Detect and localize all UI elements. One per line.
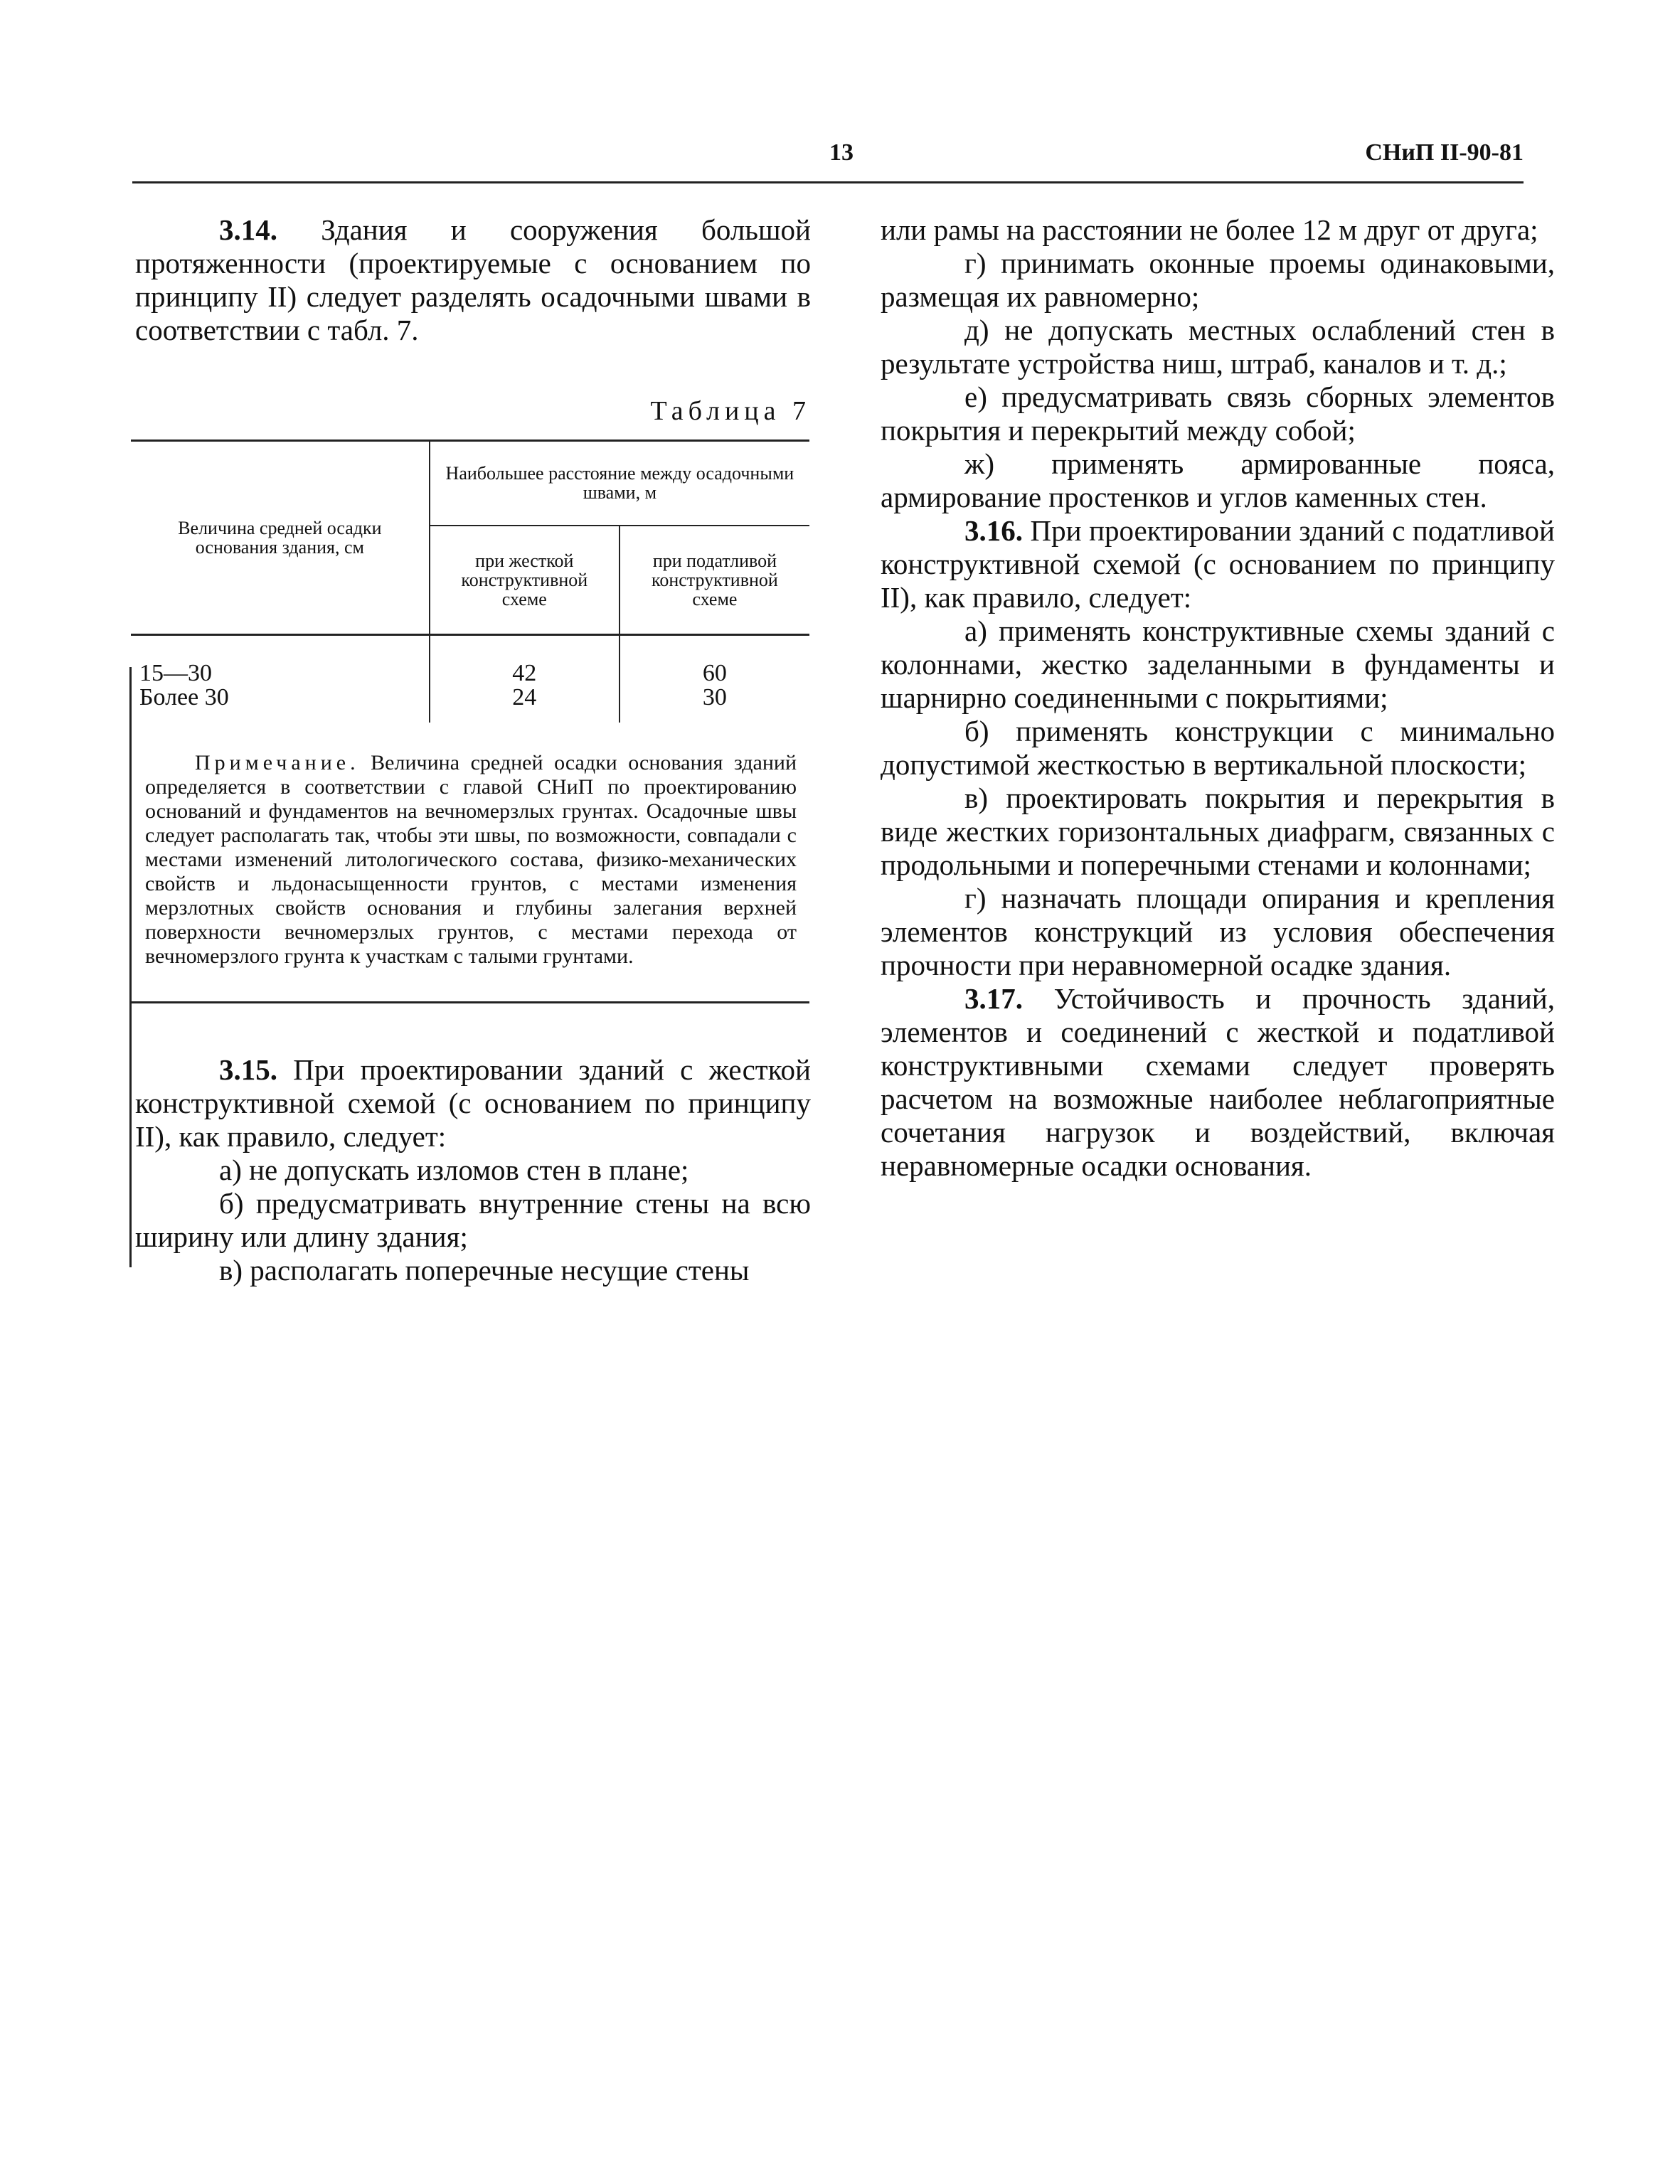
page-number: 13 bbox=[829, 139, 854, 166]
paragraph-3-16 bbox=[881, 514, 1555, 614]
header-rule bbox=[132, 181, 1524, 183]
list-item: д) не допускать местных ослаблений стен в результате устройства ниш, штраб, каналов и т. д.; bbox=[881, 314, 1555, 380]
right-column bbox=[881, 213, 1555, 1183]
list-item: в) располагать поперечные несущие стены bbox=[219, 1254, 750, 1287]
note-label: Примечание. bbox=[195, 751, 360, 774]
note-text: Величина средней осадки основания зданий определяется в соответствии с главой СНиП по проектированию оснований и фундаментов на вечномерзлых грунтах. Осадочные швы следует располагать так, чтобы эти швы, по возможности, совпадали с местами изменений литологического состава, физико-механических свойств и льдонасыщенности грунтов, с местами изменения мерзлотных свойств основания и глубины залегания верхней поверхности вечномерзлых грунтов, с местами перехода от вечномерзлого грунта к участкам с талыми грунтами. bbox=[145, 751, 797, 968]
left-column bbox=[135, 213, 811, 1287]
clause-number: 3.14. bbox=[219, 213, 277, 246]
table-wrapper bbox=[135, 440, 811, 1003]
list-item: г) назначать площади опирания и крепления элементов конструкций из условия обеспечения прочности при неравномерной осадке здания. bbox=[881, 882, 1555, 981]
clause-text: Устойчивость и прочность зданий, элементов и соединений с жесткой и податливой конструктивными схемами следует проверять расчетом на возможные наиболее неблагоприятные сочетания нагрузок и воздействий, включая неравномерные осадки основания. bbox=[881, 982, 1555, 1182]
cell-rigid: 24 bbox=[430, 686, 620, 723]
settlement-table bbox=[131, 440, 809, 1003]
list-item: в) проектировать покрытия и перекрытия в виде жестких горизонтальных диафрагм, связанных с продольными и поперечными стенами и колоннами; bbox=[881, 782, 1555, 881]
list-item: г) принимать оконные проемы одинаковыми, размещая их равномерно; bbox=[881, 247, 1555, 313]
continued-text: или рамы на расстоянии не более 12 м друг от друга; bbox=[881, 213, 1538, 246]
clause-text: При проектировании зданий с податливой конструктивной схемой (с основанием по принципу II), как правило, следует: bbox=[881, 514, 1555, 614]
clause-number: 3.15. bbox=[219, 1053, 277, 1086]
list-item: б) применять конструкции с минимально допустимой жесткостью в вертикальной плоскости; bbox=[881, 715, 1555, 781]
cell-flexible: 60 bbox=[620, 635, 809, 686]
clause-text: При проектировании зданий с жесткой конструктивной схемой (с основанием по принципу II), как правило, следует: bbox=[135, 1053, 811, 1153]
clause-number: 3.17. bbox=[964, 982, 1023, 1015]
col-header-flexible: при податливой конструктивной схеме bbox=[620, 526, 809, 635]
table-row bbox=[131, 635, 809, 686]
col-header-group: Наибольшее расстояние между осадочными швами, м bbox=[430, 441, 809, 526]
cell-flexible: 30 bbox=[620, 686, 809, 723]
col-header-rigid: при жесткой конструктивной схеме bbox=[430, 526, 620, 635]
table-title: Таблица 7 bbox=[650, 396, 811, 426]
list-item: б) предусматривать внутренние стены на всю ширину или длину здания; bbox=[135, 1187, 811, 1253]
cell-rigid: 42 bbox=[430, 635, 620, 686]
clause-number: 3.16. bbox=[964, 514, 1023, 547]
table-left-border bbox=[129, 667, 132, 1267]
row-label: 15—30 bbox=[131, 635, 430, 686]
list-item: а) применять конструктивные схемы зданий с колоннами, жестко заделанными в фундаменты и шарнирно соединенными с покрытиями; bbox=[881, 614, 1555, 714]
paragraph-3-14 bbox=[135, 213, 811, 347]
col-header-settlement: Величина средней осадки основания здания, см bbox=[131, 441, 430, 635]
section-3-15 bbox=[135, 1053, 811, 1287]
paragraph-3-15 bbox=[135, 1053, 811, 1154]
document-code: СНиП II-90-81 bbox=[1365, 139, 1524, 166]
clause-text: Здания и сооружения большой протяженности (проектируемые с основанием по принципу II) следует разделять осадочными швами в соответствии с табл. 7. bbox=[135, 213, 811, 346]
list-item: е) предусматривать связь сборных элементов покрытия и перекрытий между собой; bbox=[881, 380, 1555, 447]
row-label: Более 30 bbox=[139, 684, 229, 710]
table-row bbox=[131, 686, 809, 723]
list-item: а) не допускать изломов стен в плане; bbox=[219, 1154, 689, 1186]
table-note bbox=[131, 723, 809, 1003]
page-header bbox=[132, 139, 1524, 175]
list-item: ж) применять армированные пояса, армирование простенков и углов каменных стен. bbox=[881, 447, 1555, 513]
paragraph-3-17 bbox=[881, 982, 1555, 1183]
